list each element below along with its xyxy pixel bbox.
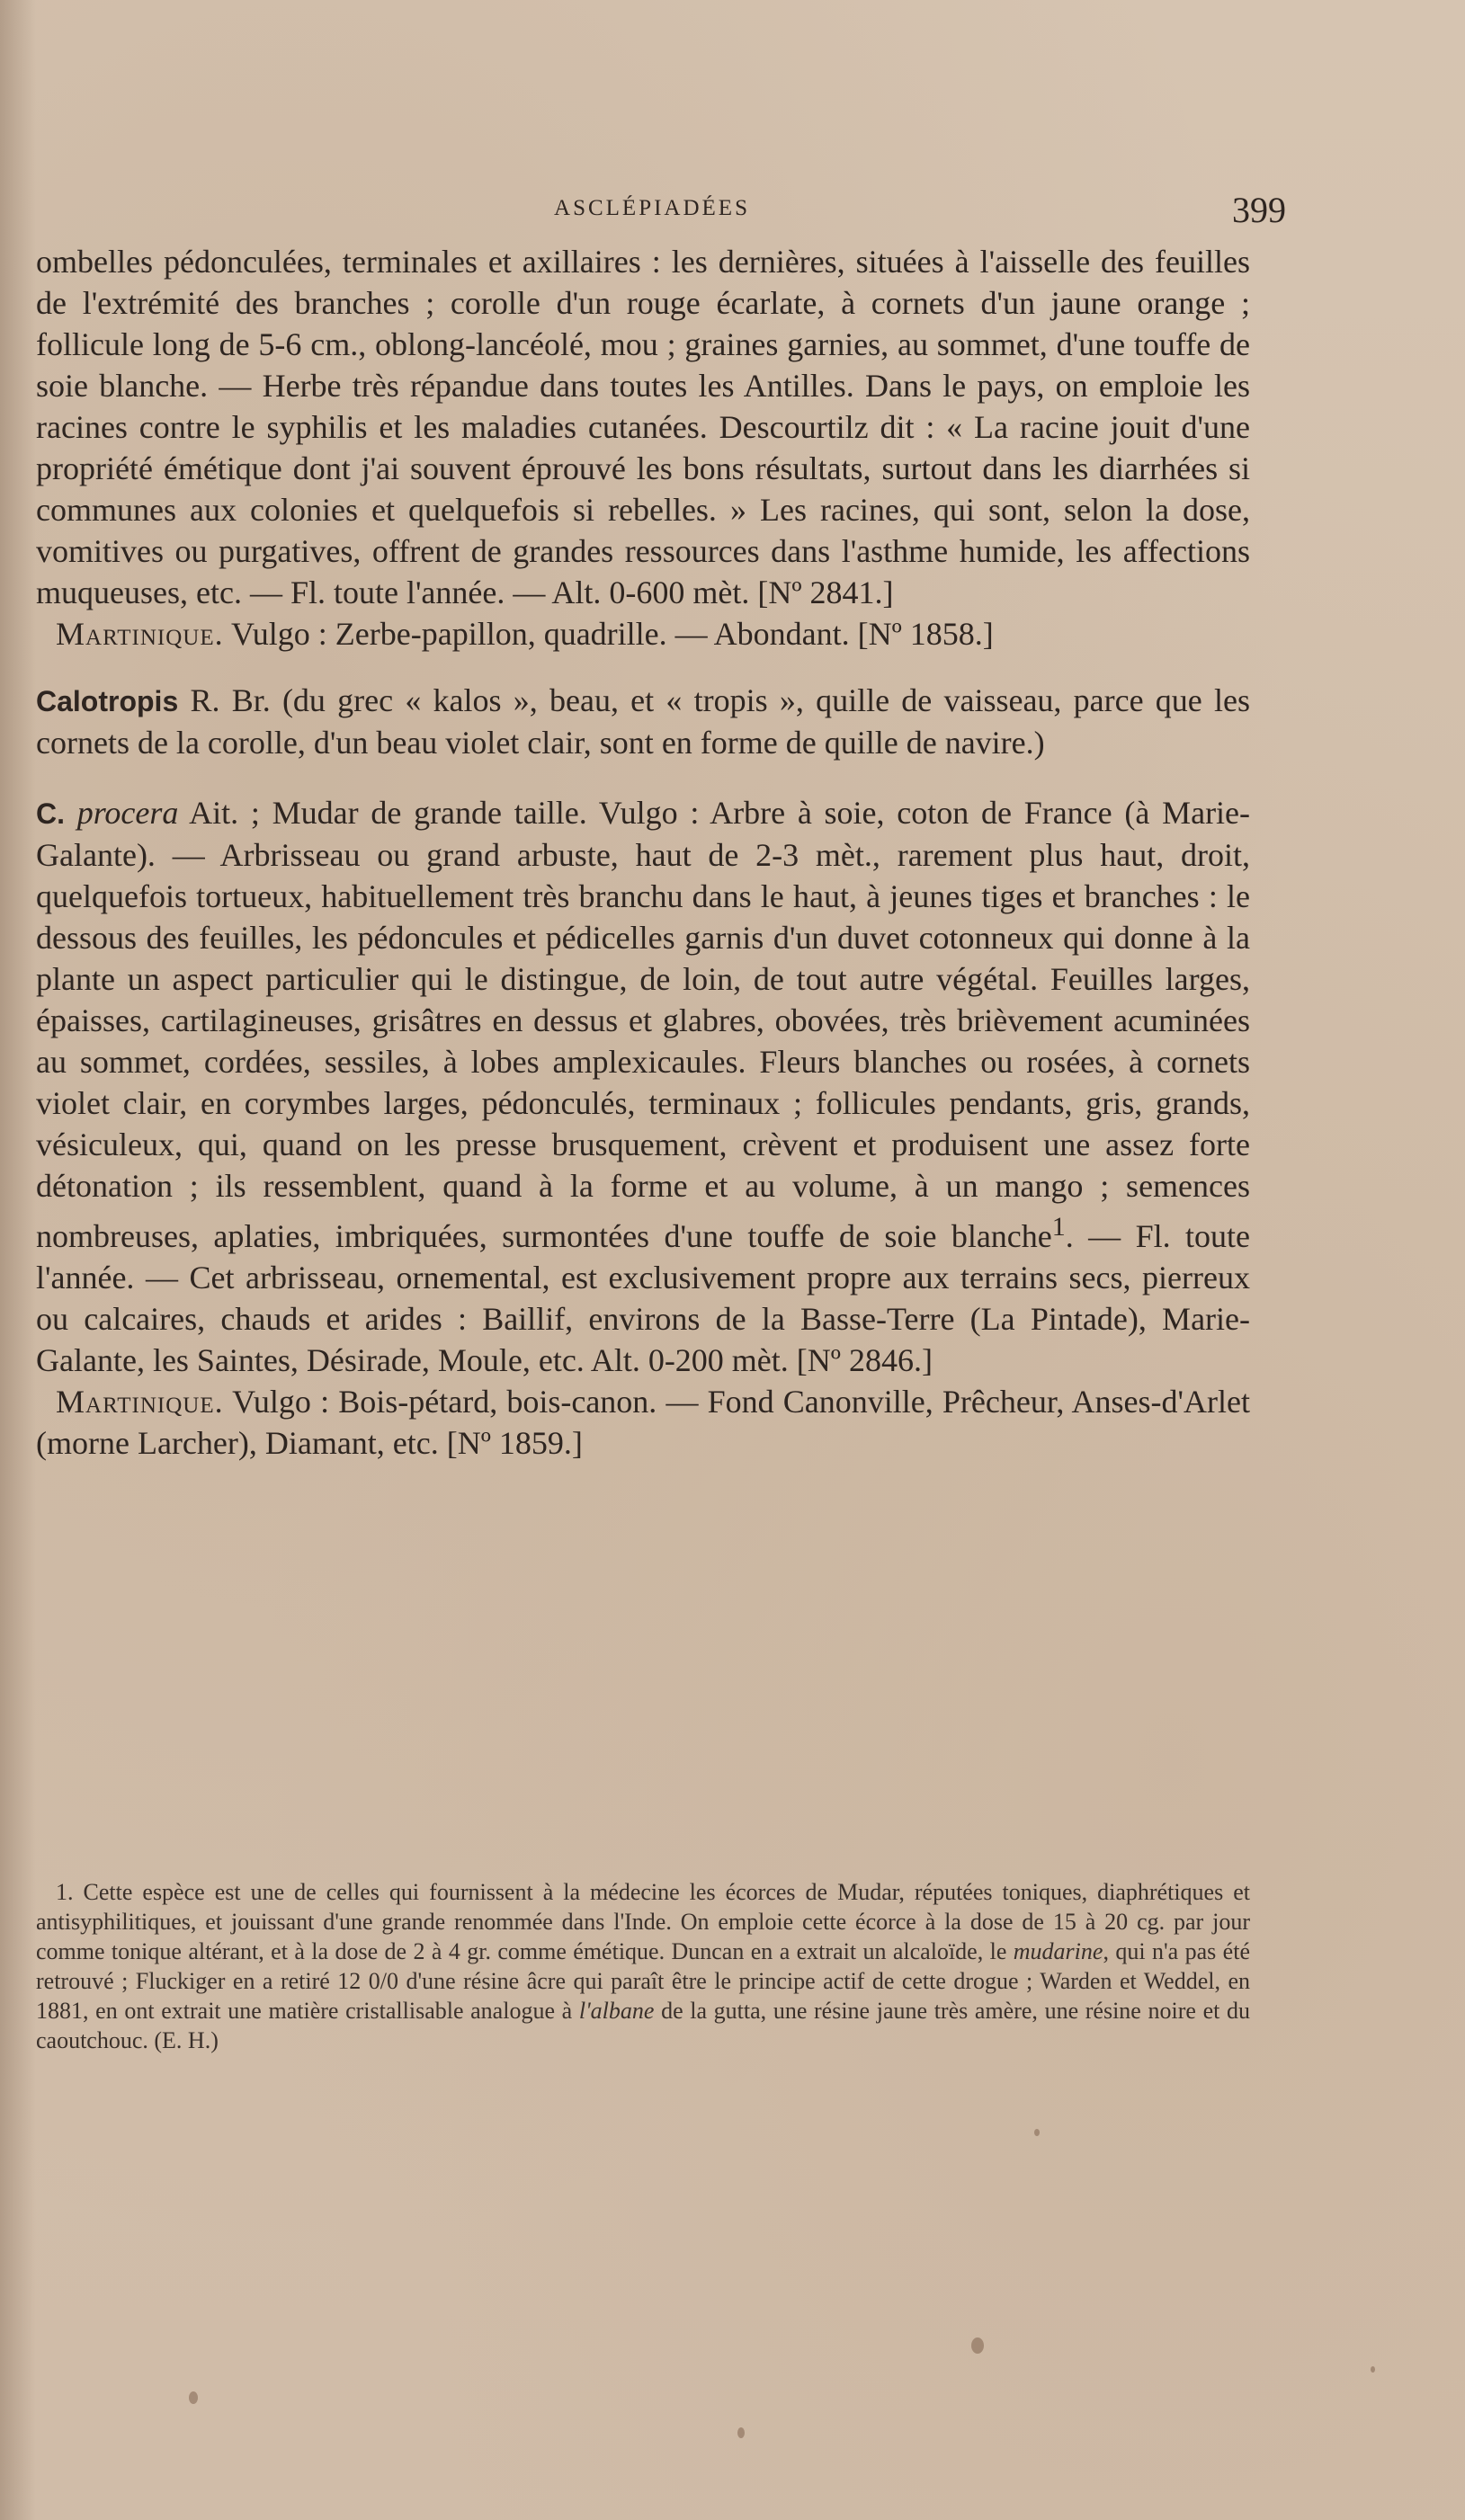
footnote-italic-b: l'albane	[578, 1998, 655, 2024]
ink-blot	[189, 2391, 198, 2404]
footnote-ref: 1	[1051, 1212, 1066, 1242]
ink-blot	[1371, 2366, 1375, 2373]
footnote-italic-a: mudarine	[1013, 1938, 1103, 1964]
footnote-text-a: 1. Cette espèce est une de celles qui fournissent à la médecine les écorces de Mudar, réputées toniques, diaphrétiques et antisyphilitiques, et jouissant d'une grande renommée dans l'Inde. On emploie cette écorce à la dose de 15 à 20 cg. par jour comme tonique altérant, et à la dose de 2 à 4 gr. comme émétique. Duncan en a extrait un alcaloïde, le	[36, 1879, 1250, 1964]
martinique-label-2: Martinique.	[56, 1384, 224, 1420]
species-abbrev: C.	[36, 797, 65, 830]
ink-blot	[737, 2427, 745, 2438]
genus-name: Calotropis	[36, 685, 179, 717]
martinique-text: Vulgo : Zerbe-papillon, quadrille. — Abondant. [Nº 1858.]	[230, 616, 994, 652]
ink-blot	[971, 2337, 984, 2354]
martinique-label: Martinique.	[56, 616, 224, 652]
page-number: 399	[1232, 190, 1286, 230]
footnote-1	[36, 1877, 1250, 2055]
running-title: ASCLÉPIADÉES	[554, 196, 750, 220]
paragraph-asclepias-description: ombelles pédonculées, terminales et axillaires : les dernières, situées à l'aisselle des feuilles de l'extrémité des branches ; corolle d'un rouge écarlate, à cornets d'un jaune orange ; follicule long de 5-6 cm., oblong-lancéolé, mou ; graines garnies, au sommet, d'une touffe de soie blanche. — Herbe très répandue dans toutes les Antilles. Dans le pays, on emploie les racines contre le syphilis et les maladies cutanées. Descourtilz dit : « La racine jouit d'une propriété émétique dont j'ai souvent éprouvé les bons résultats, surtout dans les diarrhées si communes aux colonies et quelquefois si rebelles. » Les racines, qui sont, selon la dose, vomitives ou purgatives, offrent de grandes ressources dans l'asthme humide, les affections muqueuses, etc. — Fl. toute l'année. — Alt. 0-600 mèt. [Nº 2841.]	[36, 244, 1250, 610]
paragraph-calotropis-genus	[36, 680, 1250, 763]
footnote	[36, 1877, 1250, 2055]
page-header	[36, 190, 1286, 232]
species-description-tail: . — Fl. toute l'année. — Cet arbrisseau, ornemental, est exclusivement propre aux terrains secs, pierreux ou calcaires, chauds et arides : Baillif, environs de la Basse-Terre (La Pintade), Marie-Galante, les Saintes, Désirade, Moule, etc. Alt. 0-200 mèt. [Nº 2846.]	[36, 1218, 1250, 1378]
footnote-text-c: de la gutta, une résine jaune très amère, une résine noire et du caoutchouc. (E. H.)	[36, 1998, 1250, 2053]
spine-shadow	[0, 0, 36, 2520]
species-description: Ait. ; Mudar de grande taille. Vulgo : Arbre à soie, coton de France (à Marie-Galante). — Arbrisseau ou grand arbuste, haut de 2-3 mèt., rarement plus haut, droit, quelquefois tortueux, habituellement très branchu dans le haut, à jeunes tiges et branches : le dessous des feuilles, les pédoncules et pédicelles garnis d'un duvet cotonneux qui donne à la plante un aspect particulier qui le distingue, de loin, de tout autre végétal. Feuilles larges, épaisses, cartilagineuses, grisâtres en dessus et glabres, obovées, très brièvement acuminées au sommet, cordées, sessiles, à lobes amplexicaules. Fleurs blanches ou rosées, à cornets violet clair, en corymbes larges, pédonculés, terminaux ; follicules pendants, gris, grands, vésiculeux, qui, quand on les presse brusquement, crèvent et produisent une assez forte détonation ; ils ressemblent, quand à la forme et au volume, à un mango ; semences nombreuses, aplaties, imbriquées, surmontées d'une touffe de soie blanche	[36, 795, 1251, 1254]
footnote-text-b: , qui n'a pas été retrouvé ; Fluckiger en a retiré 12 0/0 d'une résine âcre qui paraît être le principe actif de cette drogue ; Warden et Weddel, en 1881, en ont extrait une matière cristallisable analogue à	[36, 1938, 1250, 2024]
genus-description: R. Br. (du grec « kalos », beau, et « tropis », quille de vaisseau, parce que les cornets de la corolle, d'un beau violet clair, sont en forme de quille de navire.)	[36, 682, 1251, 761]
martinique-text-2: Vulgo : Bois-pétard, bois-canon. — Fond Canonville, Prêcheur, Anses-d'Arlet (morne Larcher), Diamant, etc. [Nº 1859.]	[36, 1384, 1250, 1461]
species-epithet: procera	[76, 795, 179, 831]
paragraph-martinique-1	[36, 613, 1250, 654]
paragraph-martinique-2	[36, 1381, 1250, 1464]
ink-blot	[1034, 2129, 1040, 2136]
body-text	[36, 241, 1250, 1464]
paragraph-calotropis-procera	[36, 792, 1250, 1381]
